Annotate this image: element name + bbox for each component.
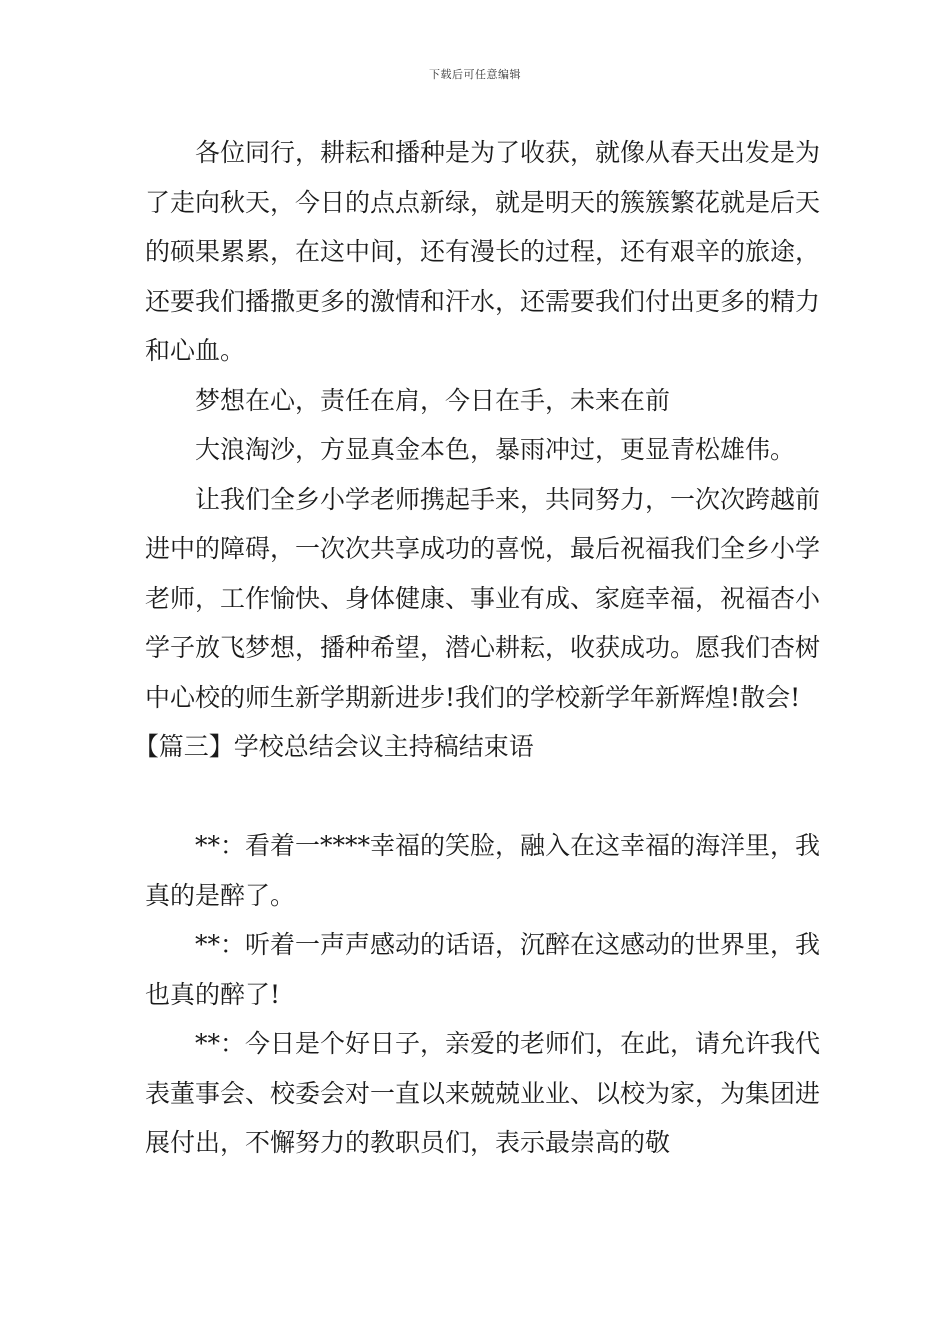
document-body [133,128,835,1168]
section-heading: 【篇三】学校总结会议主持稿结束语 [133,732,534,761]
page-header-note: 下载后可任意编辑 [429,68,521,81]
section-paragraph-1: **：看着一****幸福的笑脸，融入在这幸福的海洋里，我真的是醉了。 [145,831,821,910]
paragraph-2: 梦想在心，责任在肩，今日在手，未来在前 [195,385,671,415]
paragraph-4: 让我们全乡小学老师携起手来，共同努力，一次次跨越前进中的障碍，一次次共享成功的喜悦，最后祝福我们全乡小学老师，工作愉快、身体健康、事业有成、家庭幸福，祝福杏小学子放飞梦想，播种希望，潜心耕耘，收获成功。愿我们杏树中心校的师生新学期新进步!我们的学校新学年新辉煌!散会! [145,484,821,712]
section-paragraph-3: **：今日是个好日子，亲爱的老师们，在此，请允许我代表董事会、校委会对一直以来兢兢业业、以校为家，为集团进展付出，不懈努力的教职员们，表示最崇高的敬 [145,1029,821,1157]
paragraph-3: 大浪淘沙，方显真金本色，暴雨冲过，更显青松雄伟。 [195,435,796,464]
paragraph-1: 各位同行，耕耘和播种是为了收获，就像从春天出发是为了走向秋天，今日的点点新绿，就是明天的簇簇繁花就是后天的硕果累累，在这中间，还有漫长的过程，还有艰辛的旅途，还要我们播撒更多的激情和汗水，还需要我们付出更多的精力和心血。 [145,138,821,365]
section-paragraph-2: **：听着一声声感动的话语，沉醉在这感动的世界里，我也真的醉了! [145,930,821,1009]
